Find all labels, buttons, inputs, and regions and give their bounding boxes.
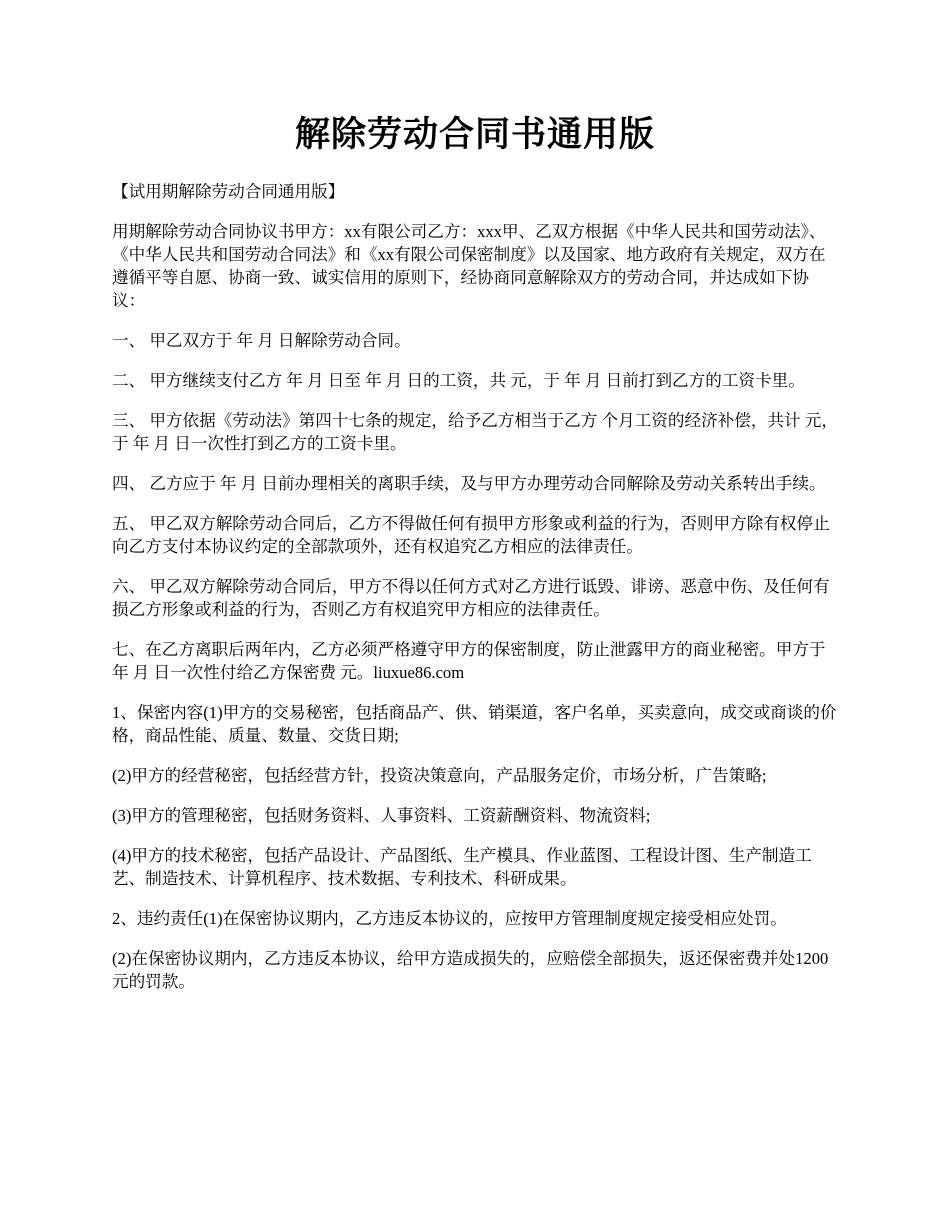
paragraph-confidential-content-3: (3)甲方的管理秘密，包括财务资料、人事资料、工资薪酬资料、物流资料; bbox=[112, 806, 651, 825]
paragraph-confidential-content-4: (4)甲方的技术秘密，包括产品设计、产品图纸、生产模具、作业蓝图、工程设计图、生产制造工艺、制造技术、计算机程序、技术数据、专利技术、科研成果。 bbox=[112, 846, 812, 888]
paragraph-liability-2: (2)在保密协议期内，乙方违反本协议，给甲方造成损失的，应赔偿全部损失，返还保密费并处1200元的罚款。 bbox=[112, 949, 829, 991]
paragraph-clause-4: 四、 乙方应于 年 月 日前办理相关的离职手续，及与甲方办理劳动合同解除及劳动关系转出手续。 bbox=[112, 474, 826, 493]
paragraph-clause-6: 六、 甲乙双方解除劳动合同后，甲方不得以任何方式对乙方进行诋毁、诽谤、恶意中伤、及任何有损乙方形象或利益的行为，否则乙方有权追究甲方相应的法律责任。 bbox=[112, 577, 830, 619]
paragraph-clause-1: 一、 甲乙双方于 年 月 日解除劳动合同。 bbox=[112, 331, 411, 350]
paragraph-intro: 用期解除劳动合同协议书甲方：xx有限公司乙方：xxx甲、乙双方根据《中华人民共和国劳动法》、《中华人民共和国劳动合同法》和《xx有限公司保密制度》以及国家、地方政府有关规定，双方在遵循平等自愿、协商一致、诚实信用的原则下，经协商同意解除双方的劳动合同，并达成如下协议： bbox=[112, 222, 826, 310]
paragraph-clause-2: 二、 甲方继续支付乙方 年 月 日至 年 月 日的工资，共 元，于 年 月 日前打到乙方的工资卡里。 bbox=[112, 371, 805, 390]
document-title: 解除劳动合同书通用版 bbox=[294, 115, 655, 154]
paragraph-clause-7: 七、在乙方离职后两年内，乙方必须严格遵守甲方的保密制度，防止泄露甲方的商业秘密。甲方于 年 月 日一次性付给乙方保密费 元。liuxue86.com bbox=[112, 640, 826, 682]
paragraph-clause-5: 五、 甲乙双方解除劳动合同后，乙方不得做任何有损甲方形象或利益的行为，否则甲方除有权停止向乙方支付本协议约定的全部款项外，还有权追究乙方相应的法律责任。 bbox=[112, 514, 830, 556]
paragraph-liability-1: 2、违约责任(1)在保密协议期内，乙方违反本协议的，应按甲方管理制度规定接受相应处罚。 bbox=[112, 909, 787, 928]
document-body bbox=[112, 180, 840, 1010]
paragraph-confidential-content-2: (2)甲方的经营秘密，包括经营方针，投资决策意向，产品服务定价，市场分析，广告策略; bbox=[112, 766, 767, 785]
paragraph-clause-3: 三、 甲方依据《劳动法》第四十七条的规定，给予乙方相当于乙方 个月工资的经济补偿，共计 元，于 年 月 日一次性打到乙方的工资卡里。 bbox=[112, 411, 838, 453]
document-subtitle: 【试用期解除劳动合同通用版】 bbox=[112, 182, 345, 201]
paragraph-confidential-content-1: 1、保密内容(1)甲方的交易秘密，包括商品产、供、销渠道，客户名单，买卖意向，成交或商谈的价格，商品性能、质量、数量、交货日期; bbox=[112, 703, 837, 745]
